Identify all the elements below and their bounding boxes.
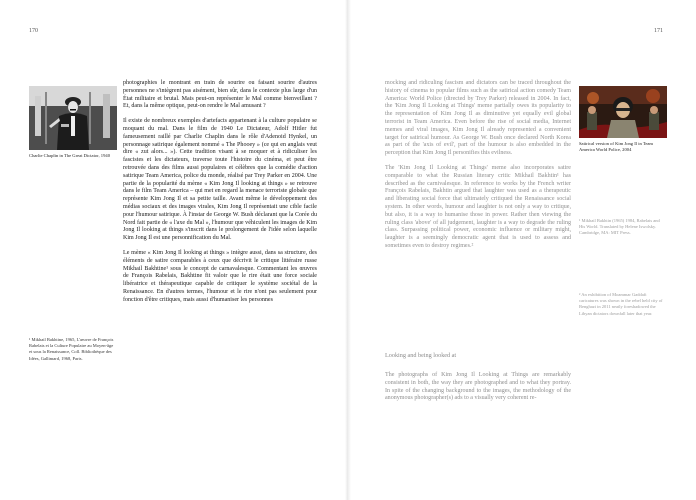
right-body-text (385, 80, 571, 251)
left-body-text (123, 80, 317, 305)
left-paragraph: Il existe de nombreux exemples d'artefacts appartenant à la culture populaire se moquant du mal. Dans le film de 1940 Le Dictateur, Adolf Hitler fut fameusement raillé par Charlie Chaplin dans le rôle d'Adenoid Hynkel, un personnage satirique également nommé « The Phooey » (ce qui en anglais veut dire « zut alors... »). Cette tradition visant à se moquer et à ridiculiser les fascistes et les dictateurs, traverse toute l'histoire du cinéma, et peut être retrouvée dans des films aussi populaires et célèbres que la comédie d'action satirique Team America, police du monde, réalisé par Trey Parker en 2004. Une partie de la popularité du mème « Kim Jong Il looking at things » se retrouve dans le film Team America – qui met en regard la menace terroriste globale que représente Kim Jong Il et sa petite taille. Avant même le développement des médias sociaux et des images virales, Kim Jong Il représentait une cible facile pour l'humour satirique. À l'instar de George W. Bush déclarant que la Corée du Nord fait partie de « l'axe du Mal », l'humour que véhiculent les images de Kim Jong Il looking at things s'inscrit dans le prolongement de l'idée selon laquelle Kim Jong Il est une personnification du Mal. (123, 118, 317, 242)
chaplin-photo-image (29, 86, 117, 150)
left-paragraph: Le mème « Kim Jong Il looking at things » intègre aussi, dans sa structure, des éléments de satire comparables à ceux que décrivit le critique littéraire russe Mikhail Bakhtine¹ sous le concept de carnavalesque. Commentant les œuvres de François Rabelais, Bakhtine fit valoir que le rire était une force sociale libératrice et thérapeutique capable de critiquer le système sociétal de la Renaissance. En d'autres termes, l'humour et le rire n'ont pas seulement pour fonction d'être critiques, mais aussi d'humaniser les personnes (123, 249, 317, 303)
right-paragraph: The photographs of Kim Jong Il Looking at Things are remarkably consistent in both, the way they are photographed and to what they portray. In spite of the changing background to the images, the methodology of the anonymous photographer(s) ads to a visually very coherent re- (385, 372, 571, 402)
chaplin-photo (29, 86, 117, 150)
right-footnote-1: ¹ Mikhail Bakhtin (1965) 1984, Rabelais and His World. Translated by Helene Iswolsky. Cambridge, MA: MIT Press. (579, 218, 660, 236)
team-america-photo-image (579, 86, 667, 138)
section-heading: Looking and being looked at (385, 352, 457, 359)
right-body-text-continued (385, 372, 571, 403)
left-footnote: ¹ Mikhail Bakhtine, 1965, L'œuvre de François Rabelais et la Culture Populaire au Moyen-âge et sous la Renaissance, Coll. Bibliothèque des Idées, Gallimard, 1968, Paris. (29, 337, 114, 361)
team-america-photo (579, 86, 667, 138)
team-america-photo-caption: Satirical version of Kim Jong Il in Team America World Police, 2004 (579, 141, 653, 153)
chaplin-photo-caption: Charlie Chaplin in The Great Dictator, 1940 (29, 153, 110, 158)
left-paragraph: photographies le montrant en train de sourire ou faisant sourire d'autres personnes ne s'intègrent pas aisément, bien sûr, dans le contexte plus large d'un État militaire et brutal. Mais peut-on représenter le Mal comme bienveillant ? Et, dans la même optique, peut-on rendre le Mal amusant ? (123, 80, 317, 110)
right-paragraph: The 'Kim Jong Il Looking at Things' meme also incorporates satire comparable to what the Russian literary critic Mikhail Bakhtin¹ has described as the carnivalesque. In reference to works by the French writer François Rabelais, Bakhtin argued that laughter was used as a therapeutic and liberating social force that ultimately critiqued the Renaissance social system. In other words, humour and laughter is not only a way to critique, but also, it is a way to humanise those in power. Rather then viewing the ruling class 'above' of all judgement, laughter is a way to degrade the ruling class. Surpassing political power, economic influence or military might, laughter is a seemingly democratic agent that is used to assess and sometimes even to destroy regimes.² (385, 164, 571, 249)
page-number-right: 171 (654, 28, 663, 34)
right-paragraph: mocking and ridiculing fascism and dictators can be traced throughout the history of cinema to popular films such as the satirical action comedy Team America: World Police (directed by Trey Parker) released in 2004. In fact, the 'Kim Jong Il Looking at Things' meme partially owes its popularity to the representation of Kim Jong Il as diminutive yet equally evil global terrorist in Team America. Even before the rise of social media, Internet memes and viral images, Kim Jong Il already represented a convenient target for satirical humour. As George W. Bush once declared North Korea as part of the 'axis of evil', part of the humour is also embedded in the perception that Kim Jong Il personifies this evilness. (385, 80, 571, 157)
right-footnote-2: ² An exhibition of Moammar Gaddafi caricatures was shown in the rebel held city of Benghazi in 2011 neatly foreshadowed the Libyan dictators downfall later that year. (579, 292, 663, 316)
page-number-left: 170 (29, 28, 38, 34)
book-gutter (345, 0, 351, 500)
